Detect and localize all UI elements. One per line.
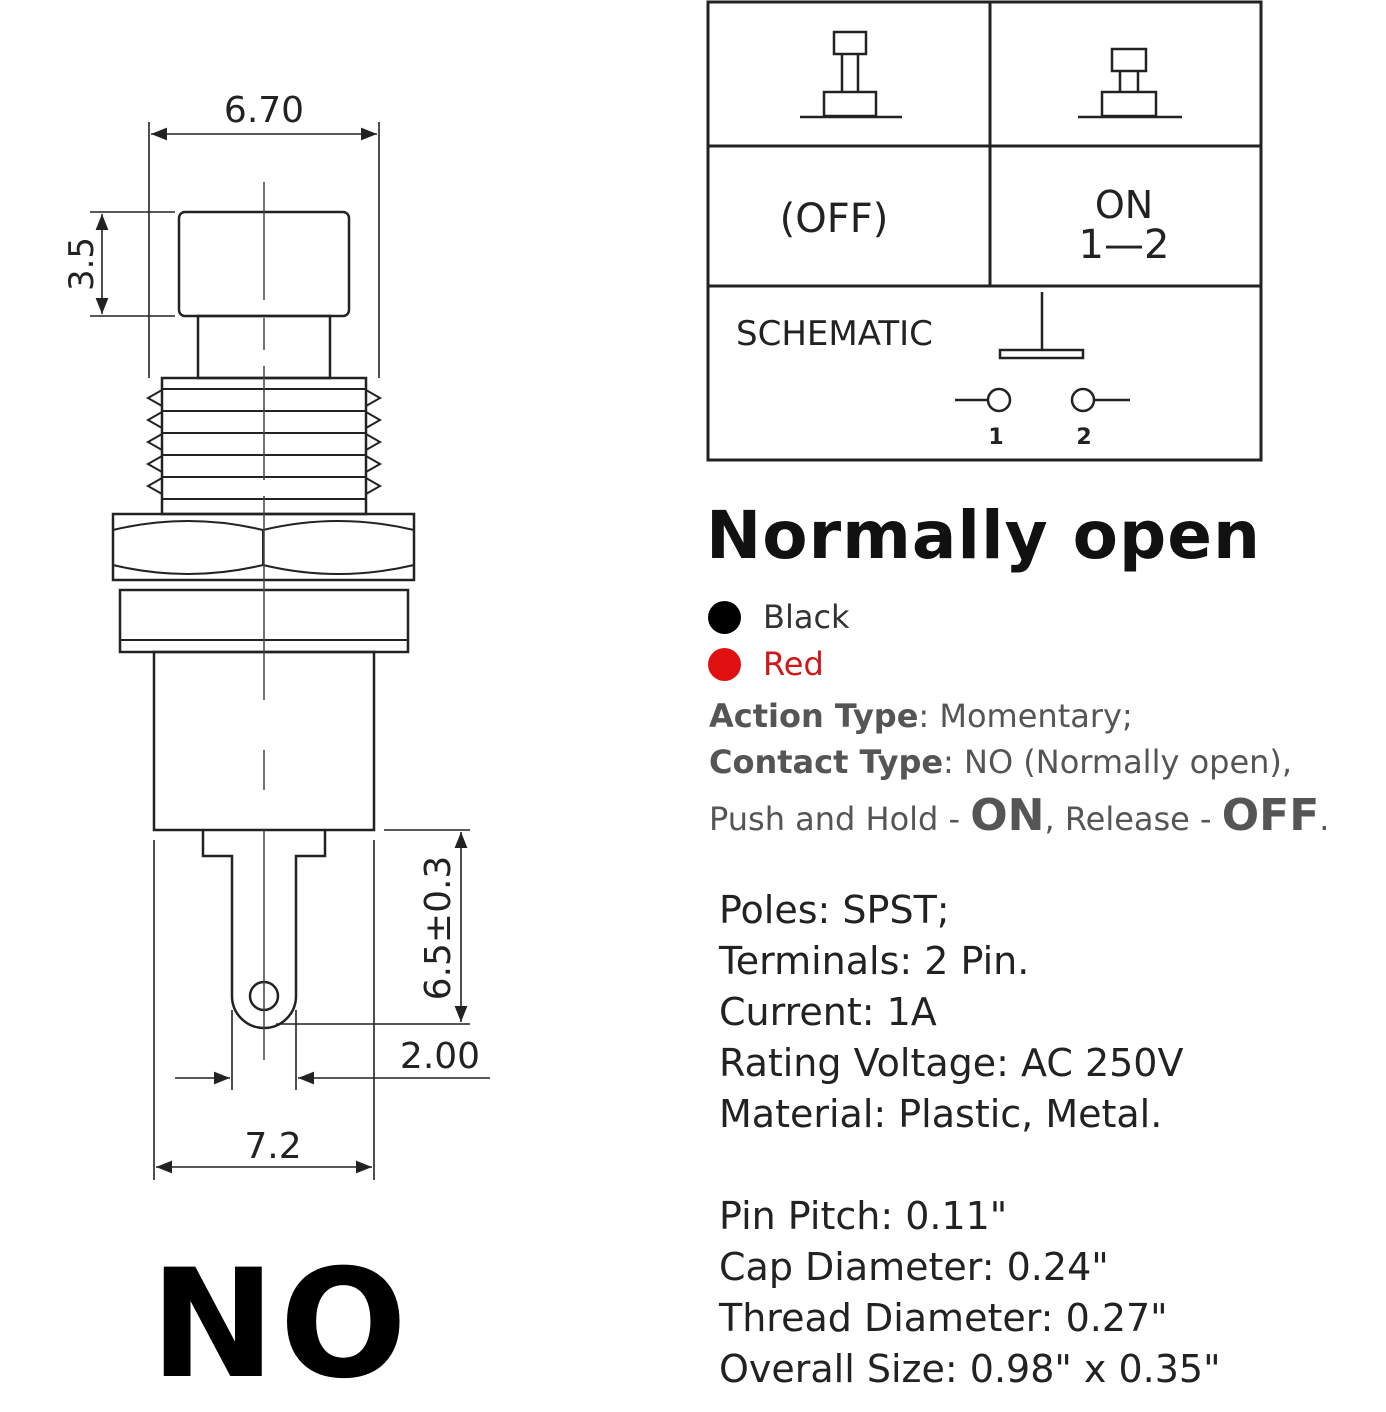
dim-width-text: 6.70 xyxy=(223,90,305,131)
action-type-value: : Momentary; xyxy=(918,697,1133,735)
on-state-label: ON xyxy=(1094,183,1154,227)
size-cap-diameter: Cap Diameter: 0.24" xyxy=(719,1245,1109,1289)
dim-pin-width-text: 2.00 xyxy=(399,1036,481,1077)
schematic-pin2: 2 xyxy=(1076,425,1092,450)
button-on-icon xyxy=(1078,49,1182,117)
contact-type-label: Contact Type xyxy=(709,743,944,781)
size-pin-pitch: Pin Pitch: 0.11" xyxy=(719,1194,1008,1238)
black-swatch xyxy=(708,601,741,634)
on-state-pins: 1—2 xyxy=(1078,222,1170,268)
on-text: ON xyxy=(970,790,1045,841)
spec-terminals: Terminals: 2 Pin. xyxy=(719,939,1030,983)
size-overall: Overall Size: 0.98" x 0.35" xyxy=(719,1347,1221,1391)
off-state-label: (OFF) xyxy=(779,196,889,242)
size-thread-diameter: Thread Diameter: 0.27" xyxy=(719,1296,1168,1340)
action-type-label: Action Type xyxy=(709,697,919,735)
contact-type-value: : NO (Normally open), xyxy=(943,743,1293,781)
color-option-black xyxy=(708,598,850,636)
spec-poles: Poles: SPST; xyxy=(719,888,950,932)
release-text: , Release - xyxy=(1044,800,1222,838)
dim-pin-length-text: 6.5±0.3 xyxy=(418,855,459,1001)
off-text: OFF xyxy=(1221,790,1320,841)
dim-body-width-text: 7.2 xyxy=(244,1126,302,1167)
dim-cap-height-text: 3.5 xyxy=(62,236,102,292)
red-swatch xyxy=(708,648,741,681)
heading: Normally open xyxy=(706,497,1262,574)
no-type-label: NO xyxy=(150,1238,412,1412)
schematic-label: SCHEMATIC xyxy=(736,314,933,354)
color-name-red: Red xyxy=(763,645,824,683)
spec-voltage: Rating Voltage: AC 250V xyxy=(719,1041,1184,1085)
action-type-line xyxy=(709,697,1133,735)
color-name-black: Black xyxy=(763,598,850,636)
push-hold-text: Push and Hold - xyxy=(709,800,971,838)
period-text: . xyxy=(1319,800,1330,838)
push-release-line xyxy=(709,790,1329,841)
schematic-pin1: 1 xyxy=(988,425,1004,450)
spec-current: Current: 1A xyxy=(719,990,937,1034)
schematic-symbol xyxy=(955,292,1130,411)
spec-material: Material: Plastic, Metal. xyxy=(719,1092,1163,1136)
contact-type-line xyxy=(709,743,1292,781)
button-off-icon xyxy=(800,32,902,117)
color-option-red xyxy=(708,645,824,683)
